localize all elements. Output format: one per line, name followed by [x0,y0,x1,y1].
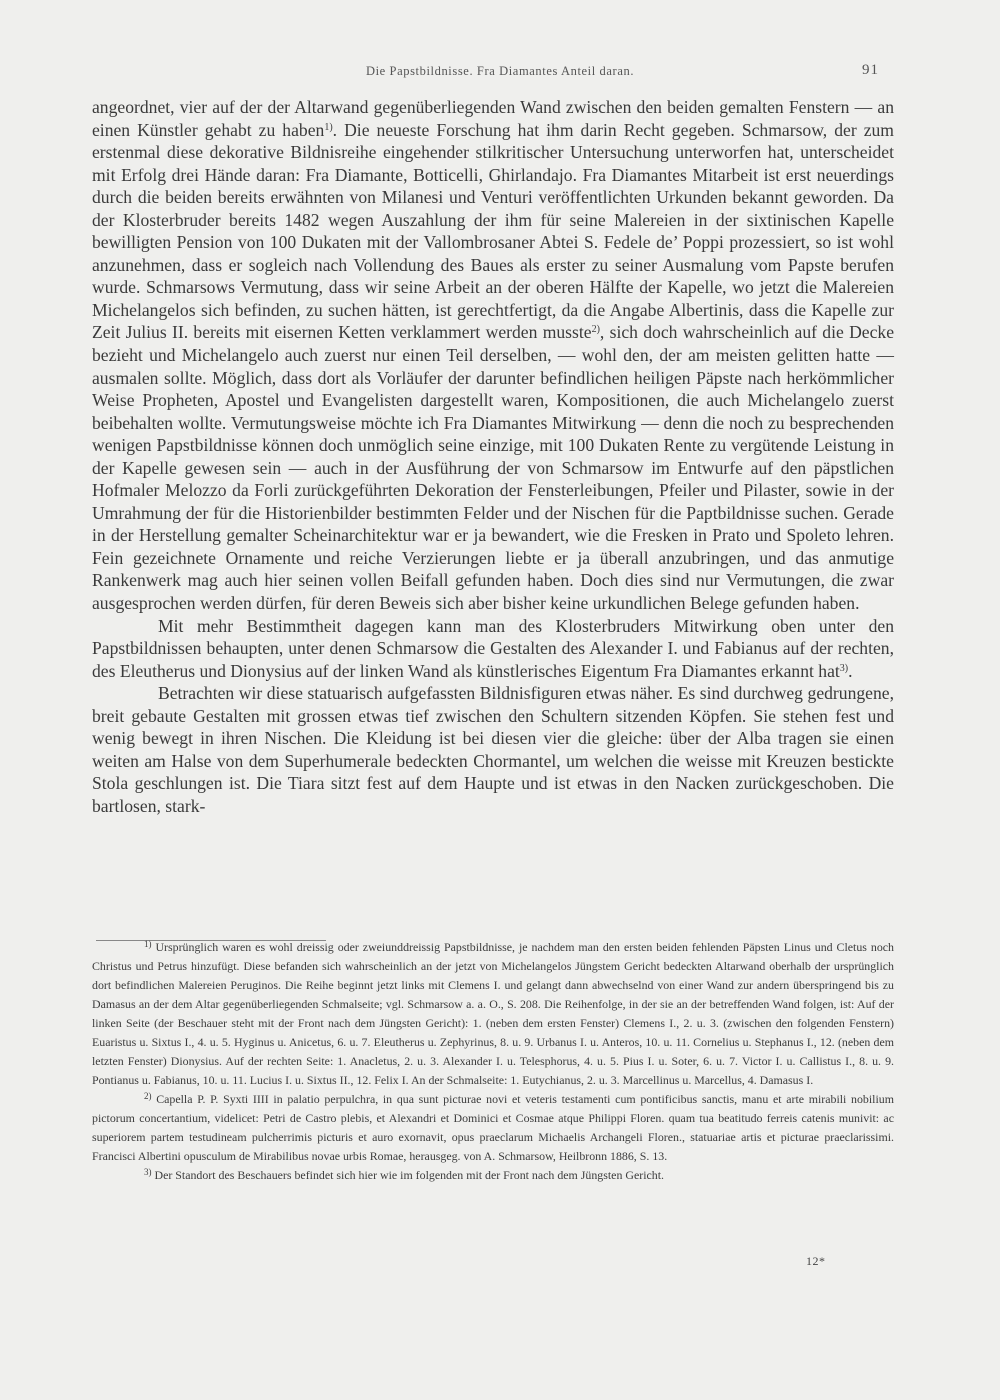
footnote-3-text: Der Standort des Beschauers befindet sich hier wie im folgenden mit der Front nach dem Jüngsten Gericht. [154,1168,664,1182]
signature-mark: 12* [806,1254,826,1268]
footnote-ref-2: 2) [591,324,600,336]
paragraph-1-part-b: . Die neueste Forschung hat ihm darin Recht gegeben. Schmarsow, der zum erstenmal diese dekorative Bildnisreihe eingehender stilkritischer Untersuchung unterworfen hat, unterscheidet mit Erfolg drei Hände daran: Fra Diamante, Botticelli, Ghirlandajo. Fra Diamantes Mitarbeit ist erst neuerdings durch die beiden bereits erwähnten von Milanesi und Venturi veröffentlichten Urkunden bekannt geworden. Da der Klosterbruder bereits 1482 wegen Auszahlung der ihm für seine Malereien in der sixtinischen Kapelle bewilligten Pension von 100 Dukaten mit der Vallombrosaner Abtei S. Fedele de’ Poppi prozessiert, so ist wohl anzunehmen, dass er sogleich nach Vollendung des Baues als erster zu seiner Ausmalung vom Papste berufen wurde. Schmarsows Vermutung, dass wir seine Arbeit an der oberen Hälfte der Kapelle, wo jetzt die Malereien Michelangelos sich befinden, zu suchen hätten, ist gerechtfertigt, da die Angabe Albertinis, dass die Kapelle zur Zeit Julius II. bereits mit eisernen Ketten verklammert werden musste [92,119,894,343]
page-number: 91 [862,62,879,78]
paragraph-2-part-a: Mit mehr Bestimmtheit dagegen kann man des Klosterbruders Mitwirkung oben unter den Papstbildnissen behaupten, unter denen Schmarsow die Gestalten des Alexander I. und Fabianus auf der rechten, des Eleutherus und Dionysius auf der linken Wand als künstlerisches Eigentum Fra Diamantes erkannt hat [92,615,894,681]
footnote-1-text: Ursprünglich waren es wohl dreissig oder zweiunddreissig Papstbildnisse, je nachdem man den ersten beiden fehlenden Päpsten Linus und Cletus noch Christus und Petrus hinzufügt. Diese befanden sich wahrscheinlich an der jetzt von Michelangelos Jüngstem Gericht bedeckten Altarwand oberhalb der ursprünglich dort befindlichen Malereien Peruginos. Die Reihe beginnt jetzt links mit Clemens I. und gelangt dann abwechselnd von einer Wand zur andern überspringend bis zu Damasus an der dem Altar gegenüberliegenden Schmalseite; vgl. Schmarsow a. a. O., S. 208. Die Reihenfolge, in der sie an der betreffenden Wand folgen, ist: Auf der linken Seite (der Beschauer steht mit der Front nach dem Jüngsten Gericht): 1. (neben dem ersten Fenster) Clemens I., 2. u. 3. (zwischen den folgenden Fenstern) Euaristus u. Sixtus I., 4. u. 5. Hyginus u. Anicetus, 6. u. 7. Eleutherus u. Zephyrinus, 8. u. 9. Urbanus I. u. Anteros, 10. u. 11. Cornelius u. Stephanus I., 12. (neben dem letzten Fenster) Dionysius. Auf der rechten Seite: 1. Anacletus, 2. u. 3. Alexander I. u. Telesphorus, 4. u. 5. Pius I. u. Soter, 6. u. 7. Victor I. u. Callistus I., 8. u. 9. Pontianus u. Fabianus, 10. u. 11. Lucius I. u. Sixtus II., 12. Felix I. An der Schmalseite: 1. Eutychianus, 2. u. 3. Marcellinus u. Marcellus, 4. Damasus I. [92,940,894,1087]
footnote-1-mark: 1) [144,939,152,949]
paragraph-2-part-b: . [848,660,853,681]
running-head: Die Papstbildnisse. Fra Diamantes Anteil daran. [365,64,635,78]
footnote-ref-3: 3) [839,662,849,674]
main-text [92,96,894,818]
footnote-ref-1: 1) [324,121,333,133]
footnote-3 [92,1166,894,1185]
footnote-2-mark: 2) [144,1091,152,1101]
paragraph-1-part-c: , sich doch wahrscheinlich auf die Decke bezieht und Michelangelo auch zuerst nur einen Teil derselben, — wohl den, der am meisten gelitten hatte — ausmalen sollte. Möglich, dass dort als Vorläufer der darunter befindlichen heiligen Päpste nach herkömmlicher Weise Propheten, Apostel und Evangelisten dargestellt waren, Kompositionen, die auch Michelangelo zuerst beibehalten wollte. Vermutungsweise möchte ich Fra Diamantes Mitwirkung — denn die noch zu besprechenden wenigen Papstbildnisse können doch unmöglich seine einzige, mit 100 Dukaten Rente zu vergütende Leistung in der Kapelle gewesen sein — auch in der Ausführung der von Schmarsow im Entwurfe auf den päpstlichen Hofmaler Melozzo da Forli zurückgeführten Dekoration der Fensterleibungen, Pfeiler und Pilaster, sowie in der Umrahmung der für die Historienbilder bestimmten Felder und der Nischen für die Paptbildnisse suchen. Gerade in der Herstellung gemalter Scheinarchitektur war er ja bewandert, wie die Fresken in Prato und Spoleto lehren. Fein gezeichnete Ornamente und reiche Verzierungen liebte er ja überall anzubringen, und das anmutige Rankenwerk mag auch hier seinen vollen Beifall gefunden haben. Doch dies sind nur Vermutungen, die zwar ausgesprochen werden dürfen, für deren Beweis sich aber bisher keine urkundlichen Belege gefunden haben. [92,322,894,614]
footnote-2 [92,1090,894,1166]
footnote-3-mark: 3) [144,1167,152,1177]
paragraph-2 [92,615,894,683]
paragraph-1-part-a: angeordnet, vier auf der der Altarwand gegenüberliegenden Wand zwischen den beiden gemalten Fenstern — an einen Künstler gehabt zu haben [92,97,894,140]
paragraph-3: Betrachten wir diese statuarisch aufgefassten Bildnisfiguren etwas näher. Es sind durchweg gedrungene, breit gebaute Gestalten mit grossen etwas tief zwischen den Schultern sitzenden Köpfen. Sie stehen fest und wenig bewegt in ihren Nischen. Die Kleidung ist bei diesen vier die gleiche: über der Alba tragen sie einen weiten am Halse von dem Superhumerale bedeckten Chormantel, um welchen die weisse mit Kreuzen bestickte Stola geschlungen ist. Die Tiara sitzt fest auf dem Haupte und ist etwas in den Nacken zurückgeschoben. Die bartlosen, stark- [92,683,894,816]
paragraph-1 [92,96,894,615]
footnote-1 [92,938,894,1090]
footnotes [92,938,894,1185]
footnote-2-text: Capella P. P. Syxti IIII in palatio perpulchra, in qua sunt picturae novi et veteris testamenti cum pontificibus sanctis, manu et arte mirabili nobilium pictorum concertantium, videlicet: Petri de Castro plebis, et Alexandri et Dominici et Cosmae atque Philippi Floren. quam tua beatitudo ferreis catenis munivit: ac superiorem partem testudineam pulcherrimis picturis et auro exornavit, opus praeclarum Michaelis Archangeli Floren., statuariae artis et picturae praeclarissimi. Francisci Albertini opusculum de Mirabilibus novae urbis Romae, herausgeg. von A. Schmarsow, Heilbronn 1886, S. 13. [92,1092,894,1163]
